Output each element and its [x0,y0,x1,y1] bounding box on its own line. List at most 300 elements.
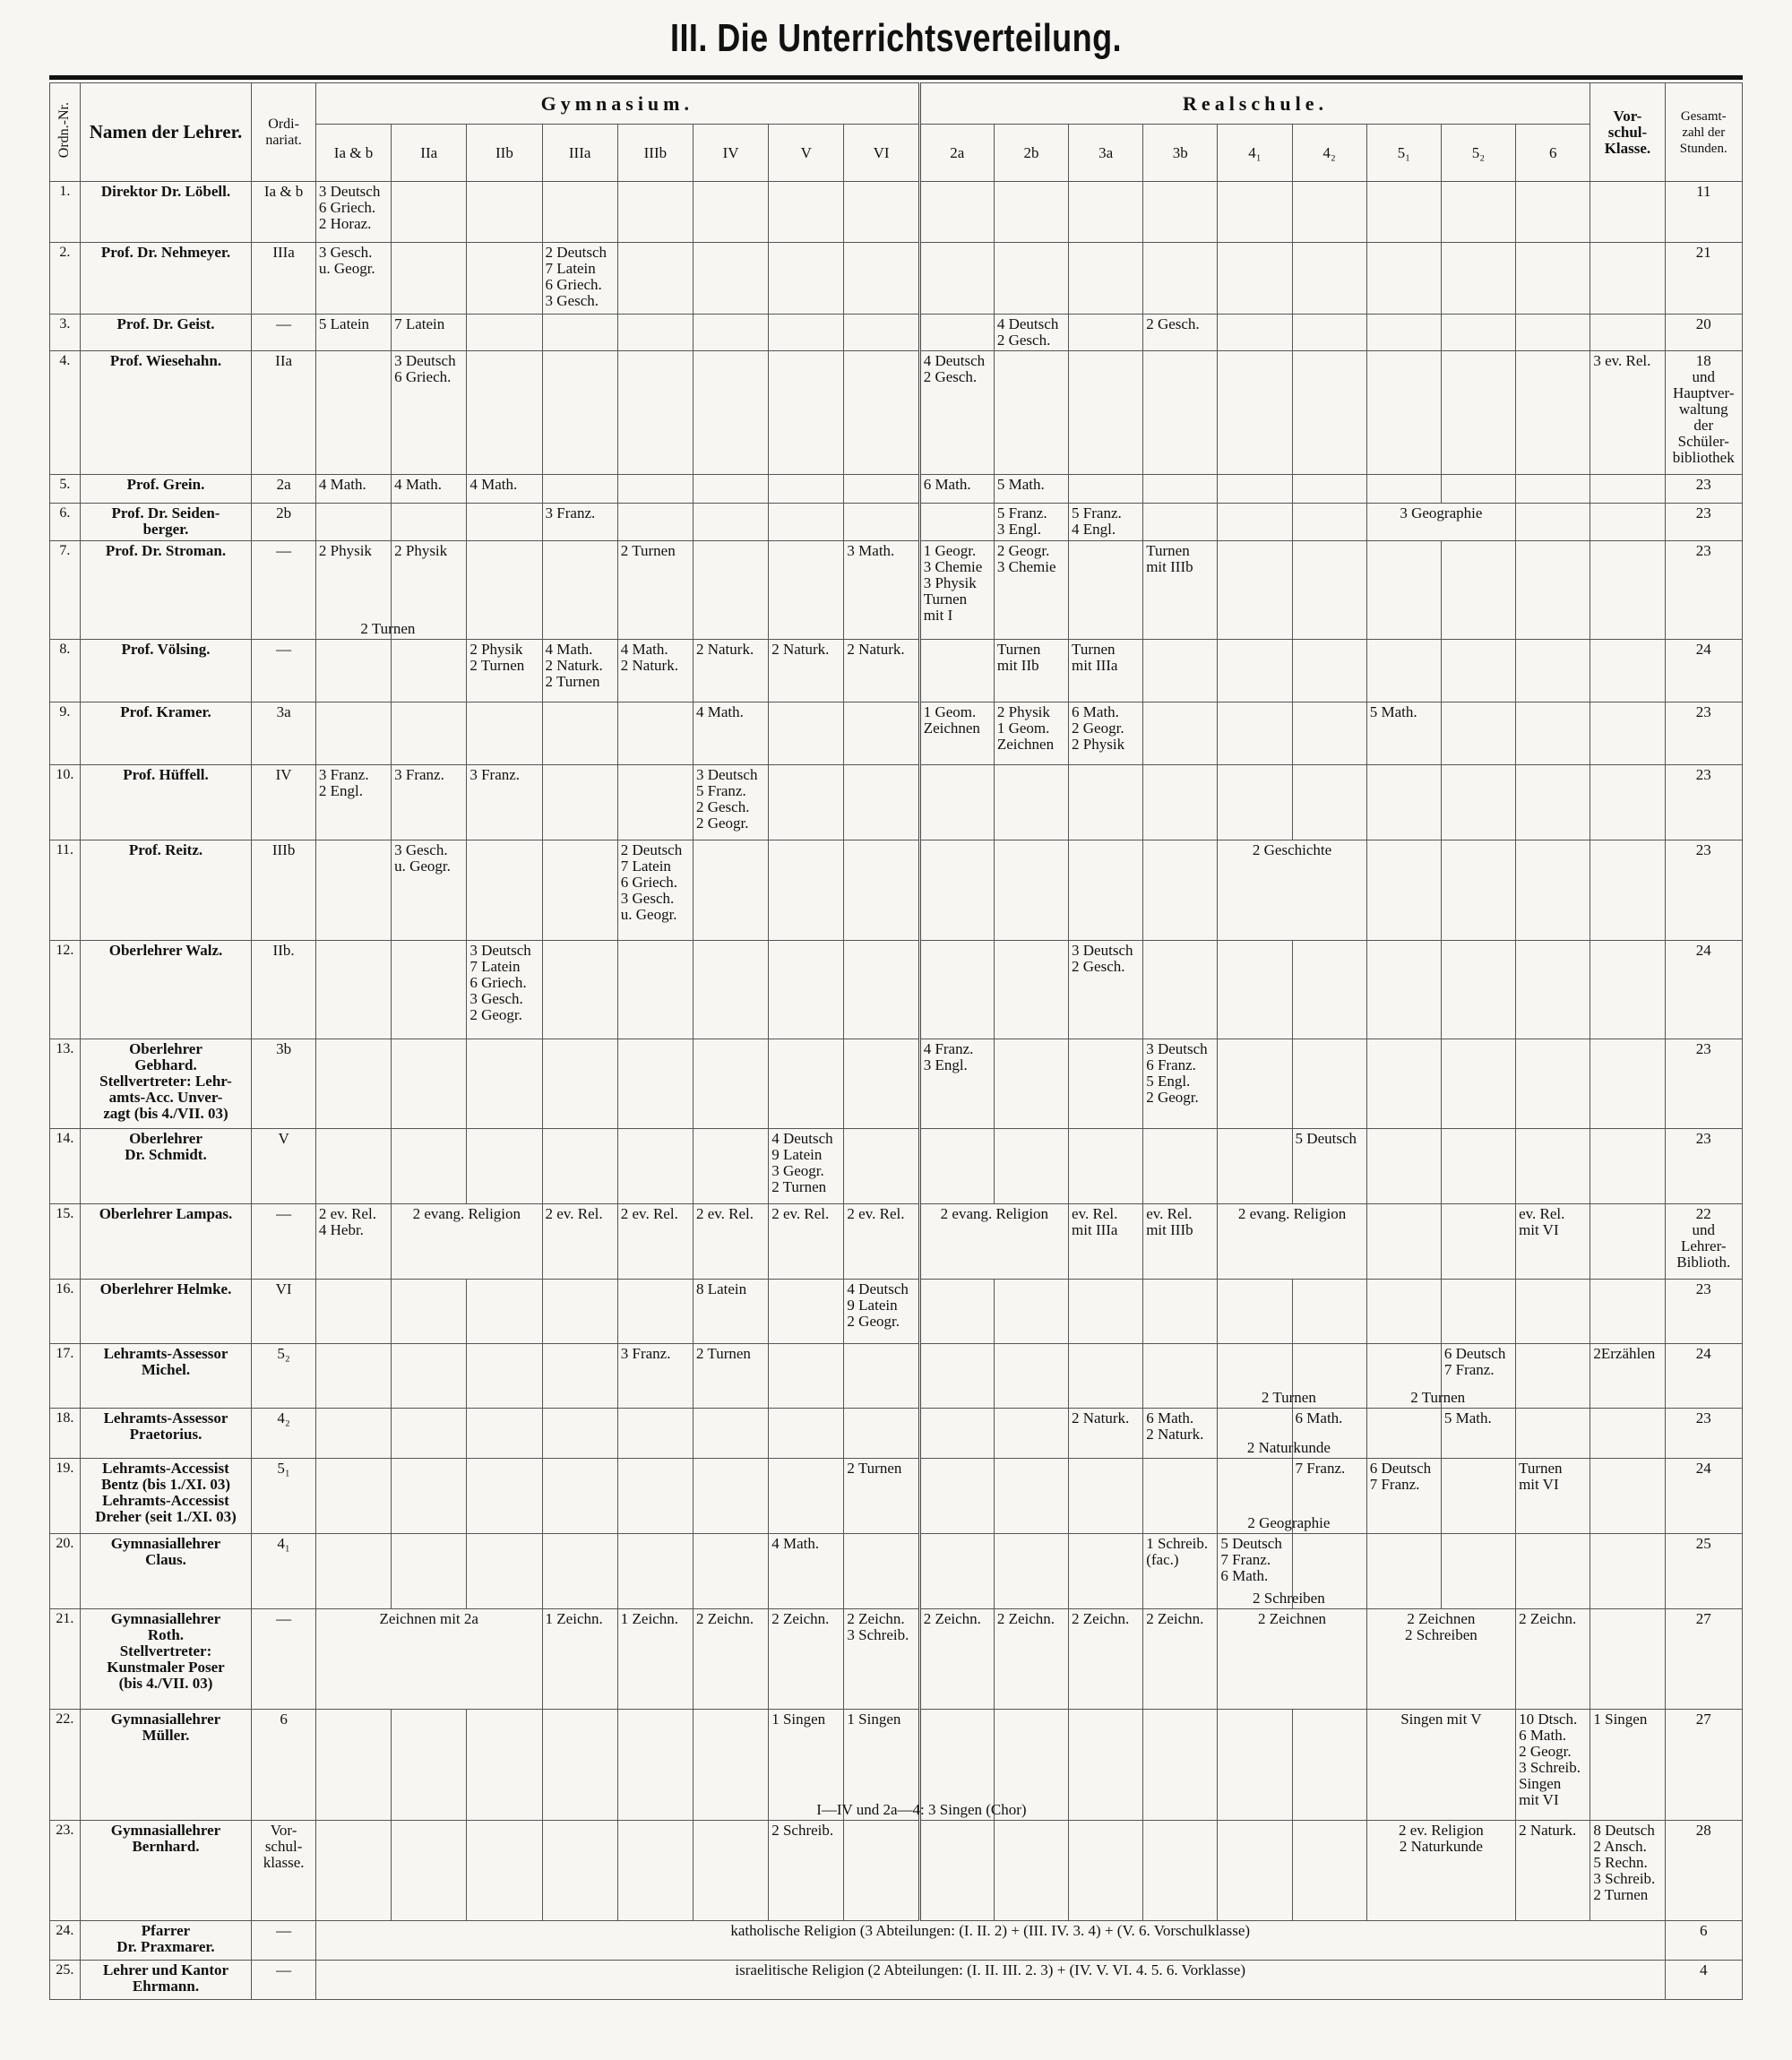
lesson-cell [994,1280,1068,1344]
ordinariat: 6 [252,1710,316,1821]
row-number: 22. [50,1710,81,1821]
vorschul-cell [1590,182,1665,243]
lesson-cell [1069,1409,1143,1459]
vorschul-cell [1590,1821,1665,1921]
lesson-cell [1069,1204,1143,1280]
lesson-cell [1516,1344,1590,1409]
lesson-cell [542,1609,617,1710]
lesson-cell [467,1821,542,1921]
teacher-name: Prof. Dr. Stroman. [80,541,252,640]
lesson-cell [1069,941,1143,1039]
lesson-cell [994,475,1068,504]
teacher-name: Gymnasiallehrer Bernhard. [80,1821,252,1921]
lesson-cell [1143,351,1218,475]
lesson-cell [1218,1609,1366,1710]
teacher-name: Prof. Hüffell. [80,765,252,840]
lesson-cell [617,351,693,475]
lesson-cell [1292,1821,1366,1921]
teacher-name: Prof. Kramer. [80,702,252,765]
lesson-cell [1516,765,1590,840]
lesson-text: 2 evang. Religion [412,1205,521,1222]
lesson-cell [1516,640,1590,702]
teacher-row [50,840,1743,941]
lesson-cell [1292,1039,1366,1129]
teacher-name: Oberlehrer Helmke. [80,1280,252,1344]
lesson-cell [919,1534,994,1609]
teacher-row [50,1280,1743,1344]
lesson-text: 7 Latein [394,315,445,332]
lesson-cell [315,702,391,765]
teacher-name: Oberlehrer Dr. Schmidt. [80,1129,252,1204]
lesson-cell [1069,541,1143,640]
lesson-cell [994,1039,1068,1129]
lesson-cell [693,1039,768,1129]
lesson-cell [1441,1534,1515,1609]
lesson-cell [1069,1344,1143,1409]
lesson-text: 5 Math. [996,476,1045,493]
lesson-text: 1 Zeichn. [620,1610,678,1627]
row-number: 5. [50,475,81,504]
lesson-cell [1069,182,1143,243]
lesson-cell [844,504,919,541]
lesson-cell [542,1280,617,1344]
lesson-text: 2 Naturk. [771,641,830,658]
lesson-cell [919,1204,1068,1280]
teacher-row [50,941,1743,1039]
lesson-cell [1292,315,1366,351]
lesson-cell [392,243,467,315]
total-hours: 24 [1665,640,1742,702]
lesson-text: 2 Zeichn. [923,1610,981,1627]
teacher-name: Gymnasiallehrer Roth. Stellvertreter: Kunstmaler Poser (bis 4./VII. 03) [80,1609,252,1710]
lesson-text: katholische Religion (3 Abteilungen: (I. II. 2) + (III. IV. 3. 4) + (V. 6. Vorschulklasse) [730,1922,1251,1939]
lesson-cell [315,765,391,840]
real-class-header: 3a [1069,125,1143,182]
lesson-cell [844,941,919,1039]
lesson-cell [315,351,391,475]
lesson-cell [315,1129,391,1204]
lesson-text: 3 Deutsch 2 Gesch. [1072,942,1133,975]
lesson-cell [1218,1039,1292,1129]
gym-class-header: IIa [392,125,467,182]
lesson-cell [617,765,693,840]
lesson-cell [315,1280,391,1344]
lesson-cell [1366,765,1441,840]
total-hours: 23 [1665,840,1742,941]
lesson-text: 1 Geom. Zeichnen [923,703,980,737]
total-hours: 27 [1665,1710,1742,1821]
lesson-text: 3 Franz. [545,504,596,521]
teacher-name: Lehramts-Accessist Bentz (bis 1./XI. 03) Lehramts-Accessist Dreher (seit 1./XI. 03) [80,1459,252,1534]
lesson-cell [467,1039,542,1129]
lesson-cell [315,1459,391,1534]
lesson-cell [1218,702,1292,765]
lesson-cell [693,504,768,541]
lesson-cell [392,640,467,702]
lesson-cell [919,1821,994,1921]
lesson-cell [919,351,994,475]
row-note: 2 Naturkunde [1246,1439,1331,1456]
vorschul-cell [1590,1204,1665,1280]
lesson-cell [1143,504,1218,541]
lesson-cell [467,840,542,941]
teacher-name: Prof. Völsing. [80,640,252,702]
lesson-cell [1366,941,1441,1039]
lesson-text: 2 ev. Rel. [771,1205,830,1222]
lesson-cell [1516,351,1590,475]
lesson-cell [1143,702,1218,765]
lesson-text: 5 Latein [318,315,370,332]
lesson-text: 2 Zeichn. 3 Schreib. [847,1610,909,1643]
lesson-text: 3 Gesch. u. Geogr. [318,244,375,277]
vorschul-cell [1590,541,1665,640]
lesson-cell [542,1459,617,1534]
vorschul-cell [1590,504,1665,541]
header-nr-label: Ordn.-Nr. [56,102,73,159]
lesson-cell [1516,1129,1590,1204]
lesson-cell [919,1344,994,1409]
lesson-cell [693,702,768,765]
lesson-text: 4 Math. 2 Naturk. 2 Turnen [545,641,603,690]
lesson-cell [467,1409,542,1459]
lesson-cell [1069,1821,1143,1921]
row-number: 16. [50,1280,81,1344]
lesson-cell [1292,765,1366,840]
lesson-text: 1 Singen [1593,1711,1648,1728]
lesson-cell [1441,1129,1515,1204]
lesson-cell [994,765,1068,840]
lesson-cell [693,840,768,941]
lesson-cell [1069,475,1143,504]
lesson-cell [1143,1344,1218,1409]
ordinariat: 3a [252,702,316,765]
lesson-cell [542,475,617,504]
lesson-text: 2 Physik [318,542,372,559]
lesson-cell [1069,702,1143,765]
row-number: 11. [50,840,81,941]
lesson-cell [693,315,768,351]
ordinariat: 2a [252,475,316,504]
teacher-name: Prof. Grein. [80,475,252,504]
lesson-cell [617,941,693,1039]
teacher-name: Prof. Reitz. [80,840,252,941]
lesson-cell [1143,1609,1218,1710]
lesson-cell [542,1344,617,1409]
lesson-text: Turnen mit IIIa [1072,641,1118,674]
lesson-cell [1143,640,1218,702]
vorschul-cell [1590,315,1665,351]
ordinariat: Ia & b [252,182,316,243]
lesson-cell [467,351,542,475]
ordinariat: IIIa [252,243,316,315]
lesson-cell [392,504,467,541]
lesson-cell [1218,941,1292,1039]
teacher-row [50,1821,1743,1921]
lesson-cell [617,1280,693,1344]
lesson-cell [1366,1534,1441,1609]
lesson-cell [392,840,467,941]
lesson-cell [769,702,844,765]
header-ordinariat: Ordi- nariat. [252,83,316,182]
teacher-name: Prof. Dr. Nehmeyer. [80,243,252,315]
lesson-text: 4 Franz. 3 Engl. [923,1040,974,1073]
lesson-cell [919,1039,994,1129]
lesson-cell [693,765,768,840]
ordinariat: V [252,1129,316,1204]
teacher-name: Pfarrer Dr. Praxmarer. [80,1921,252,1961]
lesson-cell [1366,1609,1515,1710]
lesson-cell [693,243,768,315]
real-class-header: 5₁ [1366,125,1441,182]
lesson-text: Singen mit V [1400,1711,1482,1728]
row-number: 3. [50,315,81,351]
lesson-cell [315,1409,391,1459]
lesson-text: 2 Zeichn. [695,1610,754,1627]
lesson-cell [542,702,617,765]
lesson-cell [769,504,844,541]
lesson-text: 6 Math. 2 Naturk. [1146,1409,1204,1443]
lesson-cell [617,1459,693,1534]
lesson-cell [919,1129,994,1204]
lesson-cell [392,182,467,243]
row-number: 1. [50,182,81,243]
row-note: 2 Turnen [1261,1389,1316,1406]
lesson-cell [1516,1204,1590,1280]
ordinariat: Vor- schul- klasse. [252,1821,316,1921]
teacher-row [50,702,1743,765]
lesson-cell [1292,702,1366,765]
lesson-cell [1218,351,1292,475]
lesson-cell [1441,765,1515,840]
lesson-text: 2 Turnen [695,1345,751,1362]
lesson-text: 2 Zeichn. [1146,1610,1204,1627]
teacher-row [50,1344,1743,1409]
total-hours: 23 [1665,765,1742,840]
lesson-cell [1441,941,1515,1039]
teacher-name: Oberlehrer Gebhard. Stellvertreter: Lehr- amts-Acc. Unver- zagt (bis 4./VII. 03) [80,1039,252,1129]
lesson-cell [1441,315,1515,351]
total-hours: 27 [1665,1609,1742,1710]
lesson-cell [844,475,919,504]
lesson-cell [693,941,768,1039]
total-hours: 23 [1665,1280,1742,1344]
lesson-text: 2 Zeichnen [1258,1610,1327,1627]
total-hours: 18 und Hauptver- waltung der Schüler- bibliothek [1665,351,1742,475]
vorschul-cell [1590,702,1665,765]
lesson-cell [392,351,467,475]
lesson-cell [392,1129,467,1204]
row-note: I—IV und 2a—4: 3 Singen (Chor) [816,1801,1027,1818]
vorschul-cell [1590,765,1665,840]
lesson-cell [693,541,768,640]
lesson-cell [617,1409,693,1459]
lesson-text: 5 Math. [1369,703,1417,720]
lesson-cell [844,541,919,640]
ordinariat: — [252,640,316,702]
lesson-cell [1069,765,1143,840]
lesson-cell [919,640,994,702]
lesson-cell [1218,1821,1292,1921]
lesson-cell [1366,351,1441,475]
lesson-cell [315,1921,1665,1961]
ordinariat: IIIb [252,840,316,941]
lesson-cell [1218,1280,1292,1344]
row-number: 21. [50,1609,81,1710]
teacher-name: Oberlehrer Lampas. [80,1204,252,1280]
teacher-row [50,475,1743,504]
lesson-text: 6 Math. [923,476,971,493]
lesson-text: 1 Geogr. 3 Chemie 3 Physik Turnen mit I [923,542,983,624]
lesson-text: 2 Physik 1 Geom. Zeichnen [996,703,1055,753]
ordinariat: — [252,1609,316,1710]
lesson-cell [542,182,617,243]
lesson-cell [1441,1039,1515,1129]
total-hours: 23 [1665,1129,1742,1204]
lesson-cell [1143,840,1218,941]
lesson-text: 6 Deutsch 7 Franz. [1369,1460,1432,1493]
real-class-header: 2b [994,125,1068,182]
gym-class-header: IIIa [542,125,617,182]
lesson-cell [467,182,542,243]
lesson-cell [1516,1821,1590,1921]
lesson-cell [844,1459,919,1534]
real-class-header: 4₁ [1218,125,1292,182]
lesson-cell [1069,351,1143,475]
lesson-cell [315,541,416,640]
lesson-cell [315,504,391,541]
lesson-cell [844,1534,919,1609]
lesson-cell [1292,941,1366,1039]
lesson-cell [542,504,617,541]
teacher-row [50,504,1743,541]
lesson-cell [1441,1280,1515,1344]
ordinariat: 4₂ [252,1409,316,1459]
lesson-cell [1069,1129,1143,1204]
lesson-cell [1516,1039,1590,1129]
lesson-text: 2 Physik [394,542,448,559]
lesson-text: 3 Franz. [620,1345,671,1362]
lesson-cell [844,765,919,840]
lesson-cell [1366,1280,1441,1344]
lesson-text: 4 Math. [318,476,366,493]
lesson-text: 2 ev. Rel. [695,1205,754,1222]
lesson-cell [844,1129,919,1204]
lesson-text: 8 Deutsch 2 Ansch. 5 Rechn. 3 Schreib. 2 Turnen [1593,1822,1656,1903]
row-number: 13. [50,1039,81,1129]
lesson-cell [542,243,617,315]
lesson-cell [1069,1459,1143,1534]
lesson-text: 2 Zeichn. [996,1610,1055,1627]
lesson-cell [542,541,617,640]
header-gesamt: Gesamt- zahl der Stunden. [1665,83,1742,182]
lesson-cell [1069,1280,1143,1344]
ordinariat: IIa [252,351,316,475]
lesson-cell [693,1129,768,1204]
lesson-cell [1366,315,1441,351]
lesson-cell [769,475,844,504]
lesson-cell [542,1534,617,1609]
lesson-cell [542,1129,617,1204]
distribution-table [49,82,1743,2000]
lesson-cell [769,941,844,1039]
lesson-cell [1441,1459,1515,1534]
lesson-cell [1292,351,1366,475]
ordinariat: 5₂ [252,1344,316,1409]
lesson-cell [994,1534,1068,1609]
lesson-cell [1366,702,1441,765]
lesson-cell [542,315,617,351]
teacher-name: Lehramts-Assessor Michel. [80,1344,252,1409]
lesson-text: 2 Gesch. [1146,315,1200,332]
lesson-cell [1441,1204,1515,1280]
lesson-cell [617,1534,693,1609]
total-hours: 4 [1665,1961,1742,2000]
lesson-cell [919,315,994,351]
lesson-cell [467,1280,542,1344]
lesson-text: 2 Naturk. [1072,1409,1130,1426]
lesson-cell [1366,1039,1441,1129]
lesson-cell [1218,840,1366,941]
lesson-cell [1292,475,1366,504]
lesson-text: 2 Zeichnen 2 Schreiben [1405,1610,1478,1643]
lesson-cell [1143,1204,1218,1280]
lesson-cell [1516,941,1590,1039]
row-number: 9. [50,702,81,765]
lesson-cell [919,702,994,765]
lesson-cell [315,1534,391,1609]
lesson-text: 4 Math. [695,703,744,720]
lesson-cell [1366,243,1441,315]
total-hours: 23 [1665,541,1742,640]
lesson-text: 6 Deutsch 7 Franz. [1443,1345,1506,1378]
lesson-cell [1218,765,1292,840]
lesson-cell [467,702,542,765]
lesson-cell [1218,315,1292,351]
lesson-text: 5 Deutsch [1295,1130,1357,1147]
lesson-cell [919,1459,994,1534]
lesson-text: 2 Deutsch 7 Latein 6 Griech. 3 Gesch. [545,244,607,309]
lesson-cell [919,941,994,1039]
lesson-cell [467,504,542,541]
lesson-cell [1366,1821,1515,1921]
lesson-cell [919,1409,994,1459]
lesson-cell [1069,1039,1143,1129]
vorschul-cell [1590,1129,1665,1204]
row-number: 24. [50,1921,81,1961]
lesson-cell [1516,840,1590,941]
lesson-cell [542,1039,617,1129]
lesson-cell [844,1344,919,1409]
lesson-cell [693,1409,768,1459]
lesson-cell [1516,1459,1590,1534]
lesson-cell [617,541,693,640]
lesson-cell [315,1821,391,1921]
lesson-text: 2 Deutsch 7 Latein 6 Griech. 3 Gesch. u. Geogr. [620,841,683,923]
teacher-row [50,541,1743,640]
lesson-text: 1 Singen [847,1711,901,1728]
row-number: 23. [50,1821,81,1921]
lesson-cell [1069,504,1143,541]
lesson-cell [1366,475,1441,504]
lesson-cell [1366,541,1441,640]
lesson-cell [315,941,391,1039]
lesson-cell [1218,504,1292,541]
lesson-text: 4 Deutsch 9 Latein 3 Geogr. 2 Turnen [771,1130,833,1195]
lesson-text: ev. Rel. mit IIIb [1146,1205,1193,1238]
lesson-cell [1516,1609,1590,1710]
ordinariat: — [252,1204,316,1280]
lesson-cell [693,182,768,243]
